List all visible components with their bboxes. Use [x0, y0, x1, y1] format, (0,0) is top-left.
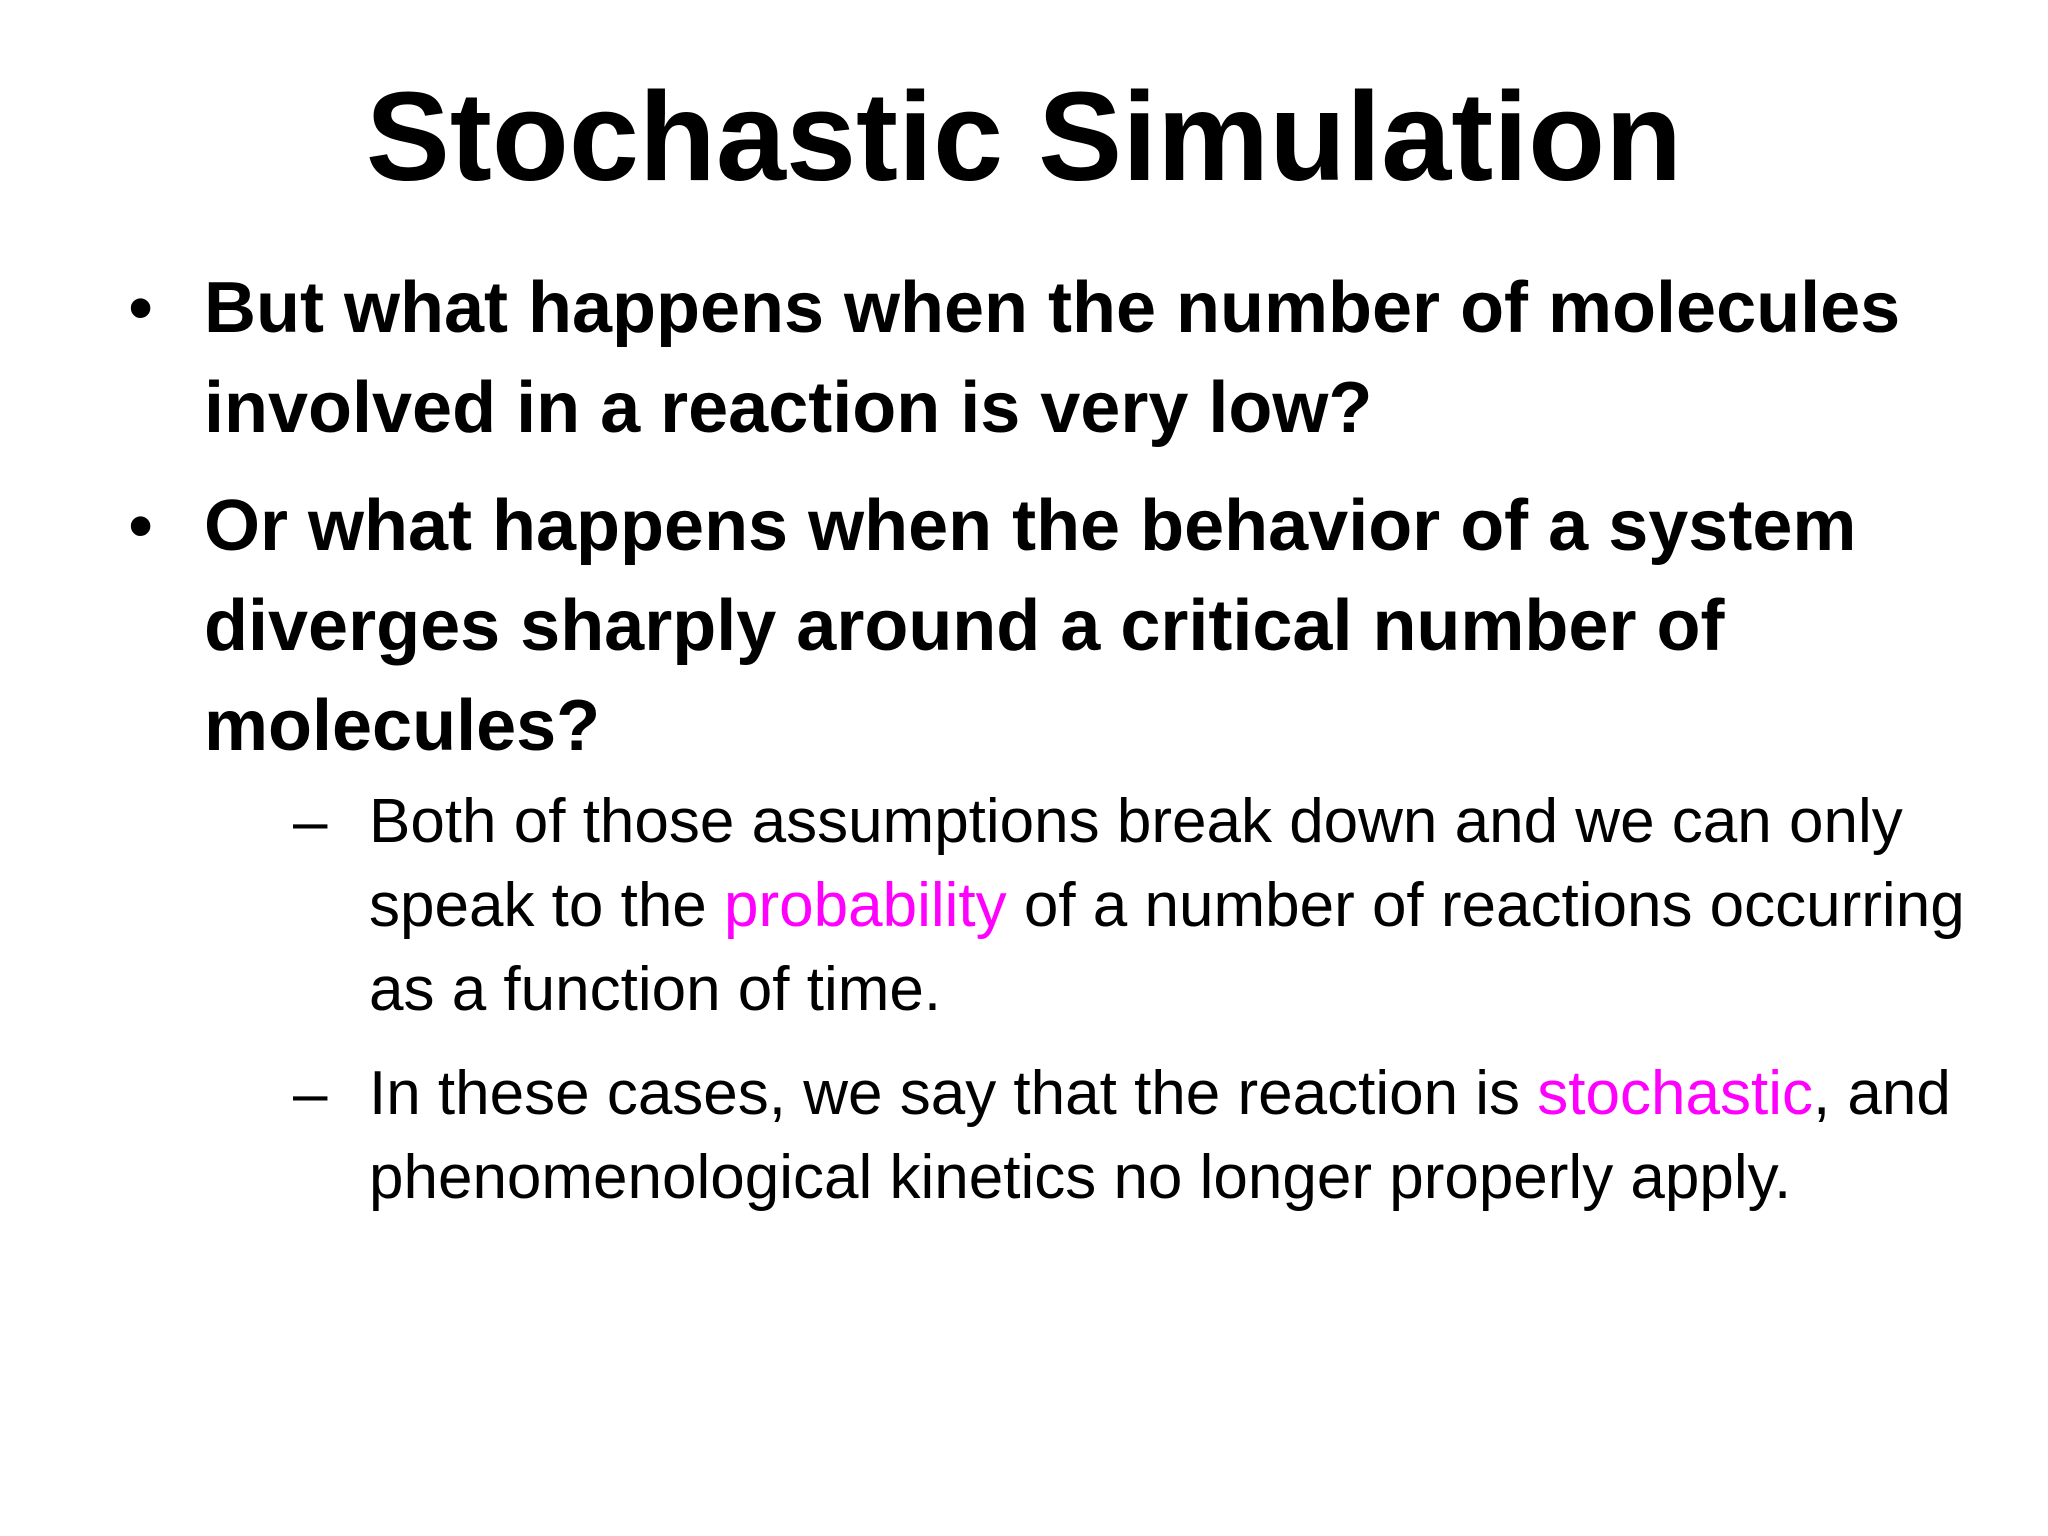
- dash-icon: –: [293, 1059, 328, 1128]
- sub-bullet-text-after: , and phenomenological kinetics no longer properly apply.: [369, 1059, 1951, 1212]
- sub-bullet-text-before: In these cases, we say that the reaction is: [369, 1059, 1538, 1128]
- bullet-icon: •: [128, 486, 154, 566]
- sub-bullet-text-after: of a number of reactions occurring as a function of time.: [369, 871, 1965, 1024]
- sub-bullet-item: [293, 780, 1988, 1032]
- bullet-item: [128, 476, 1988, 1220]
- dash-icon: –: [293, 787, 328, 856]
- highlighted-term-probability: probability: [724, 871, 1007, 940]
- bullet-icon: •: [128, 268, 154, 348]
- slide-title: Stochastic Simulation: [365, 66, 1683, 207]
- bullet-text: Or what happens when the behavior of a system diverges sharply around a critical number of molecules?: [204, 486, 1857, 766]
- sub-bullet-list: [293, 780, 1988, 1220]
- sub-bullet-text-before: Both of those assumptions break down and we can only speak to the: [369, 787, 1903, 940]
- sub-bullet-item: [293, 1052, 1988, 1220]
- bullet-text: But what happens when the number of molecules involved in a reaction is very low?: [204, 268, 1901, 448]
- bullet-item: [128, 258, 1988, 458]
- highlighted-term-stochastic: stochastic: [1537, 1059, 1813, 1128]
- bullet-list: [128, 258, 1988, 1240]
